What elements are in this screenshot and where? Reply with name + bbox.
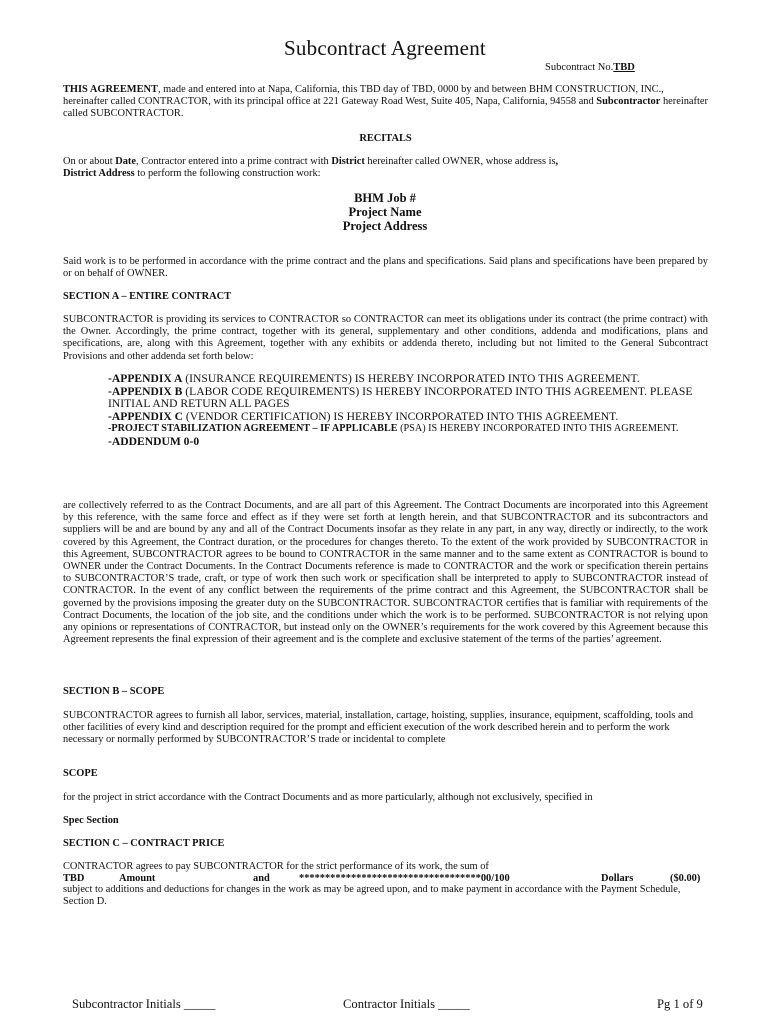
subcontract-number-value: TBD: [613, 62, 635, 73]
recitals-paragraph: [63, 156, 708, 180]
recitals-t1: On or about: [63, 156, 116, 167]
recitals-date: Date: [115, 156, 137, 167]
intro-bold-lead: THIS AGREEMENT: [63, 84, 158, 95]
intro-paragraph: [63, 84, 708, 121]
section-c-line3: subject to additions and deductions for changes in the work as may be agreed upon, and to make payment in accordance with the Payment Schedule, Section D.: [63, 884, 681, 908]
amount-value: ($0.00): [670, 873, 701, 884]
page-number: Pg 1 of 9: [657, 997, 703, 1011]
recitals-district: District: [331, 156, 365, 167]
page-title: Subcontract Agreement: [284, 36, 486, 60]
appendix-bold: -APPENDIX A: [108, 372, 183, 385]
section-b-paragraph: SUBCONTRACTOR agrees to furnish all labor, services, material, installation, cartage, hoisting, supplies, insurance, equipment, scaffolding, tools and other facilities of every kind and description required for the prompt and efficient execution of the work described herein and to perform the work necessary or normally performed by SUBCONTRACTOR’S trade or incidental to complete: [63, 710, 694, 746]
project-job: BHM Job #: [354, 191, 416, 205]
scope-heading: SCOPE: [63, 768, 98, 779]
amount-tbd: TBD: [63, 873, 85, 884]
amount-and: and: [253, 873, 270, 884]
subcontract-number-label: Subcontract No.: [545, 62, 614, 73]
section-c-heading: SECTION C – CONTRACT PRICE: [63, 838, 225, 849]
appendix-bold: -APPENDIX B: [108, 384, 183, 398]
appendix-item: [108, 386, 708, 411]
said-work-paragraph: Said work is to be performed in accordance with the prime contract and the plans and specifications. Said plans and specifications have been prepared by or on behalf of OWNER.: [63, 256, 708, 280]
appendix-text: (LABOR CODE REQUIREMENTS) IS HEREBY INCORPORATED INTO THIS AGREEMENT. PLEASE INITIAL AND RETURN ALL PAGES: [108, 384, 693, 410]
appendix-text: (PSA) IS HEREBY INCORPORATED INTO THIS AGREEMENT.: [397, 423, 679, 434]
amount-dollars: Dollars: [601, 873, 634, 884]
section-b-heading: SECTION B – SCOPE: [63, 686, 165, 697]
contract-documents-paragraph: are collectively referred to as the Contract Documents, and are all part of this Agreement. The Contract Documents are incorporated into this Agreement by this reference, with the same force and effect as if they were set forth at length herein, and that SUBCONTRACTOR and its subcontractors and suppliers will be and are bound by any and all of the Contract Documents insofar as they relate in any part, in any way, directly or indirectly, to the work covered by this Agreement, the Contract duration, or the procedures for changes thereto. To the extent of the work provided by SUBCONTRACTOR in this Agreement, SUBCONTRACTOR agrees to be bound to CONTRACTOR in the same manner and to the same extent as CONTRACTOR is bound to OWNER under the Contract Documents. In the Contract Documents reference is made to CONTRACTOR and the work or specification therein pertains to SUBCONTRACTOR’S trade, craft, or type of work then such work or specification shall be interpreted to apply to SUBCONTRACTOR instead of CONTRACTOR. In the event of any conflict between the requirements of the prime contract and this Agreement, the SUBCONTRACTOR shall be governed by the provisions imposing the greater duty on the SUBCONTRACTOR. SUBCONTRACTOR certifies that is familiar with requirements of the Contract Documents, the location of the job site, and the conditions under which the work is to be performed. SUBCONTRACTOR is not relying upon any opinions or representations of CONTRACTOR, but instead only on the OWNER’s requirements for the work covered by this Agreement because this Agreement represents the final expression of their agreement and is the complete and exclusive statement of the terms of the parties’ agreement.: [63, 500, 708, 646]
project-name: Project Name: [348, 205, 422, 219]
section-c-line1: CONTRACTOR agrees to pay SUBCONTRACTOR for the strict performance of its work, the sum of: [63, 861, 489, 872]
scope-paragraph: for the project in strict accordance with the Contract Documents and as more particularly, although not exclusively, specified in: [63, 792, 593, 803]
spec-section: Spec Section: [63, 815, 119, 826]
appendix-list: [108, 373, 708, 448]
section-a-heading: SECTION A – ENTIRE CONTRACT: [63, 291, 232, 302]
appendix-bold: -APPENDIX C: [108, 409, 184, 423]
subcontract-number: [545, 62, 635, 73]
appendix-item: [108, 411, 708, 424]
amount-word: Amount: [119, 873, 156, 884]
intro-bold-sub: Subcontractor: [596, 96, 661, 108]
recitals-t4: to perform the following construction work:: [134, 168, 321, 180]
recitals-district-address: District Address: [63, 168, 135, 180]
intro-text-2: hereinafter called SUBCONTRACTOR.: [63, 96, 708, 120]
appendix-item: [108, 436, 708, 449]
recitals-t2: , Contractor entered into a prime contract with: [136, 156, 332, 167]
appendix-bold: -ADDENDUM 0-0: [108, 434, 200, 448]
appendix-text: (VENDOR CERTIFICATION) IS HEREBY INCORPORATED INTO THIS AGREEMENT.: [183, 409, 619, 423]
contractor-initials: Contractor Initials _____: [343, 997, 470, 1011]
intro-text-1: , made and entered into at Napa, California, this TBD day of TBD, 0000 by and between BHM CONSTRUCTION, INC., hereinafter called CONTRACTOR, with its principal office at 221 Gateway Road West, Suite 405, Napa, California, 94558 and: [63, 84, 664, 108]
appendix-bold: -PROJECT STABILIZATION AGREEMENT – IF APPLICABLE: [108, 423, 398, 434]
section-a-paragraph: SUBCONTRACTOR is providing its services to CONTRACTOR so CONTRACTOR can meet its obligations under its contract (the prime contract) with the Owner. Accordingly, the prime contract, together with its general, supplementary and other conditions, addenda and modifications, plans and specifications, are, along with this Agreement, together with any exhibits or addenda thereto, including but not limited to the General Subcontract Provisions and other addenda set forth below:: [63, 314, 708, 362]
recitals-t3: hereinafter called OWNER, whose address is: [364, 156, 556, 167]
appendix-text: (INSURANCE REQUIREMENTS) IS HEREBY INCORPORATED INTO THIS AGREEMENT.: [182, 372, 640, 385]
subcontractor-initials: Subcontractor Initials _____: [72, 997, 216, 1011]
project-address: Project Address: [342, 219, 428, 233]
recitals-heading: RECITALS: [359, 133, 412, 144]
recitals-comma: ,: [555, 156, 559, 167]
amount-stars: ***********************************00/100: [299, 873, 510, 884]
